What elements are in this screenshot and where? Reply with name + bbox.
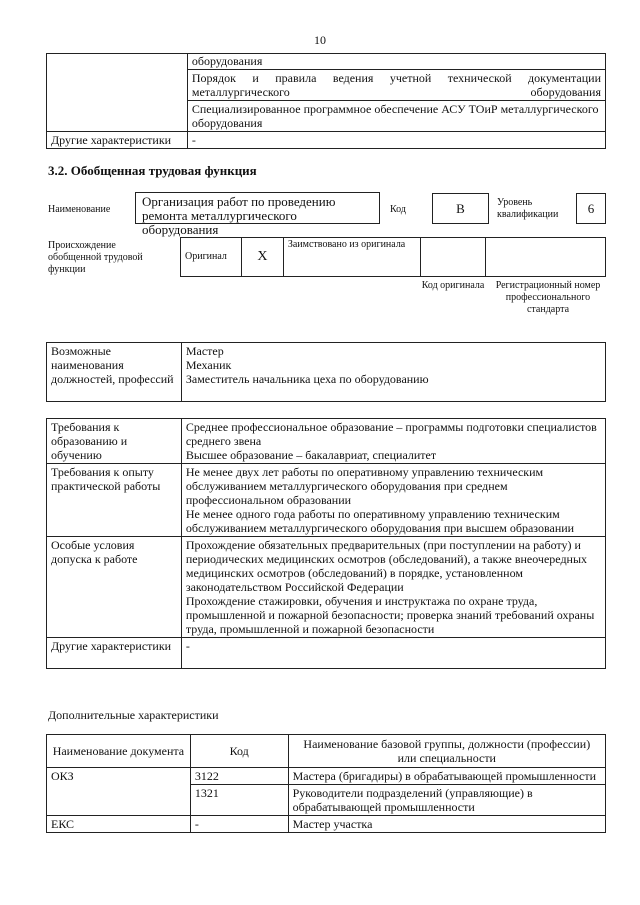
table-cell: -	[181, 638, 605, 669]
positions-table	[46, 342, 606, 402]
reg-caption: Регистрационный номер профессионального стандарта	[495, 280, 601, 315]
table-cell: Оригинал	[181, 238, 242, 277]
top-table	[46, 53, 606, 149]
column-header: Наименование базовой группы, должности (профессии) или специальности	[288, 735, 605, 768]
column-header: Код	[190, 735, 288, 768]
table-cell	[47, 54, 188, 132]
table-cell: Возможные наименования должностей, профессий	[47, 343, 182, 402]
page-number: 10	[314, 33, 326, 47]
table-cell: Другие характеристики	[47, 638, 182, 669]
table-cell	[181, 537, 605, 638]
section-title: 3.2. Обобщенная трудовая функция	[48, 163, 257, 178]
table-cell: 1321	[190, 785, 288, 816]
requirement-line: Не менее одного года работы по оперативному управлению техническим обслуживанием металлургического оборудования при высшем образовании	[185, 507, 575, 535]
table-row	[47, 537, 606, 638]
function-name-box	[135, 192, 380, 237]
function-name: Организация работ по проведению ремонта металлургического оборудования	[142, 194, 336, 237]
level-label: Уровень квалификации	[497, 197, 559, 220]
name-label: Наименование	[48, 204, 111, 215]
table-cell: Особые условия допуска к работе	[47, 537, 182, 638]
requirement-line: Высшее образование – бакалавриат, специалитет	[185, 448, 437, 462]
table-cell	[187, 70, 605, 101]
additional-title: Дополнительные характеристики	[48, 708, 219, 722]
table-cell	[181, 419, 605, 464]
table-cell: Руководители подразделений (управляющие) в обрабатывающей промышленности	[288, 785, 605, 816]
table-cell: 3122	[190, 768, 288, 785]
position-item: Мастер	[185, 344, 224, 358]
table-cell: ЕКС	[47, 816, 191, 833]
table-cell: оборудования	[187, 54, 605, 70]
code-caption: Код оригинала	[421, 280, 485, 291]
requirement-line: Прохождение стажировки, обучения и инструктажа по охране труда, промышленной и пожарной безопасности; проверка знаний требований охраны труда, промышленной и пожарной безопасности	[185, 594, 595, 636]
column-header: Наименование документа	[47, 735, 191, 768]
table-row	[47, 54, 606, 70]
table-row	[47, 464, 606, 537]
table-cell: Другие характеристики	[47, 132, 188, 149]
table-row	[47, 735, 606, 768]
code-value: В	[456, 201, 465, 216]
table-cell: Заимствовано из оригинала	[283, 238, 420, 277]
table-cell	[486, 238, 606, 277]
requirement-line: Прохождение обязательных предварительных (при поступлении на работу) и периодических медицинских осмотров (обследований), а также внеочередных медицинских осмотров (обследований) в порядке, установленном законодательством Российской Федерации	[185, 538, 588, 594]
position-item: Заместитель начальника цеха по оборудованию	[185, 372, 429, 386]
additional-table	[46, 734, 606, 833]
table-cell: ОКЗ	[47, 768, 191, 816]
table-cell: Требования к опыту практической работы	[47, 464, 182, 537]
table-row	[47, 638, 606, 669]
requirement-line: Среднее профессиональное образование – программы подготовки специалистов среднего звена	[185, 420, 597, 448]
requirements-table	[46, 418, 606, 669]
table-cell: Мастера (бригадиры) в обрабатывающей промышленности	[288, 768, 605, 785]
code-label: Код	[390, 204, 406, 215]
table-row	[47, 816, 606, 833]
table-cell: Специализированное программное обеспечение АСУ ТОиР металлургического оборудования	[187, 101, 605, 132]
original-mark: X	[241, 238, 283, 277]
table-cell	[181, 464, 605, 537]
table-cell: Требования к образованию и обучению	[47, 419, 182, 464]
table-cell	[181, 343, 605, 402]
code-box	[432, 193, 489, 224]
table-cell	[420, 238, 486, 277]
table-row	[47, 419, 606, 464]
origin-table	[180, 237, 606, 277]
table-row	[47, 343, 606, 402]
cell-text: Порядок и правила ведения учетной технической документации металлургического оборудования	[191, 71, 601, 99]
table-cell: -	[187, 132, 605, 149]
table-cell: -	[190, 816, 288, 833]
requirement-line: Не менее двух лет работы по оперативному управлению техническим обслуживанием металлургического оборудования при среднем профессиональном образовании	[185, 465, 544, 507]
table-row	[181, 238, 606, 277]
table-row	[47, 132, 606, 149]
level-value: 6	[587, 201, 595, 216]
position-item: Механик	[185, 358, 232, 372]
level-box	[576, 193, 606, 224]
table-row	[47, 768, 606, 785]
table-cell: Мастер участка	[288, 816, 605, 833]
origin-label: Происхождение обобщенной трудовой функции	[48, 240, 143, 275]
